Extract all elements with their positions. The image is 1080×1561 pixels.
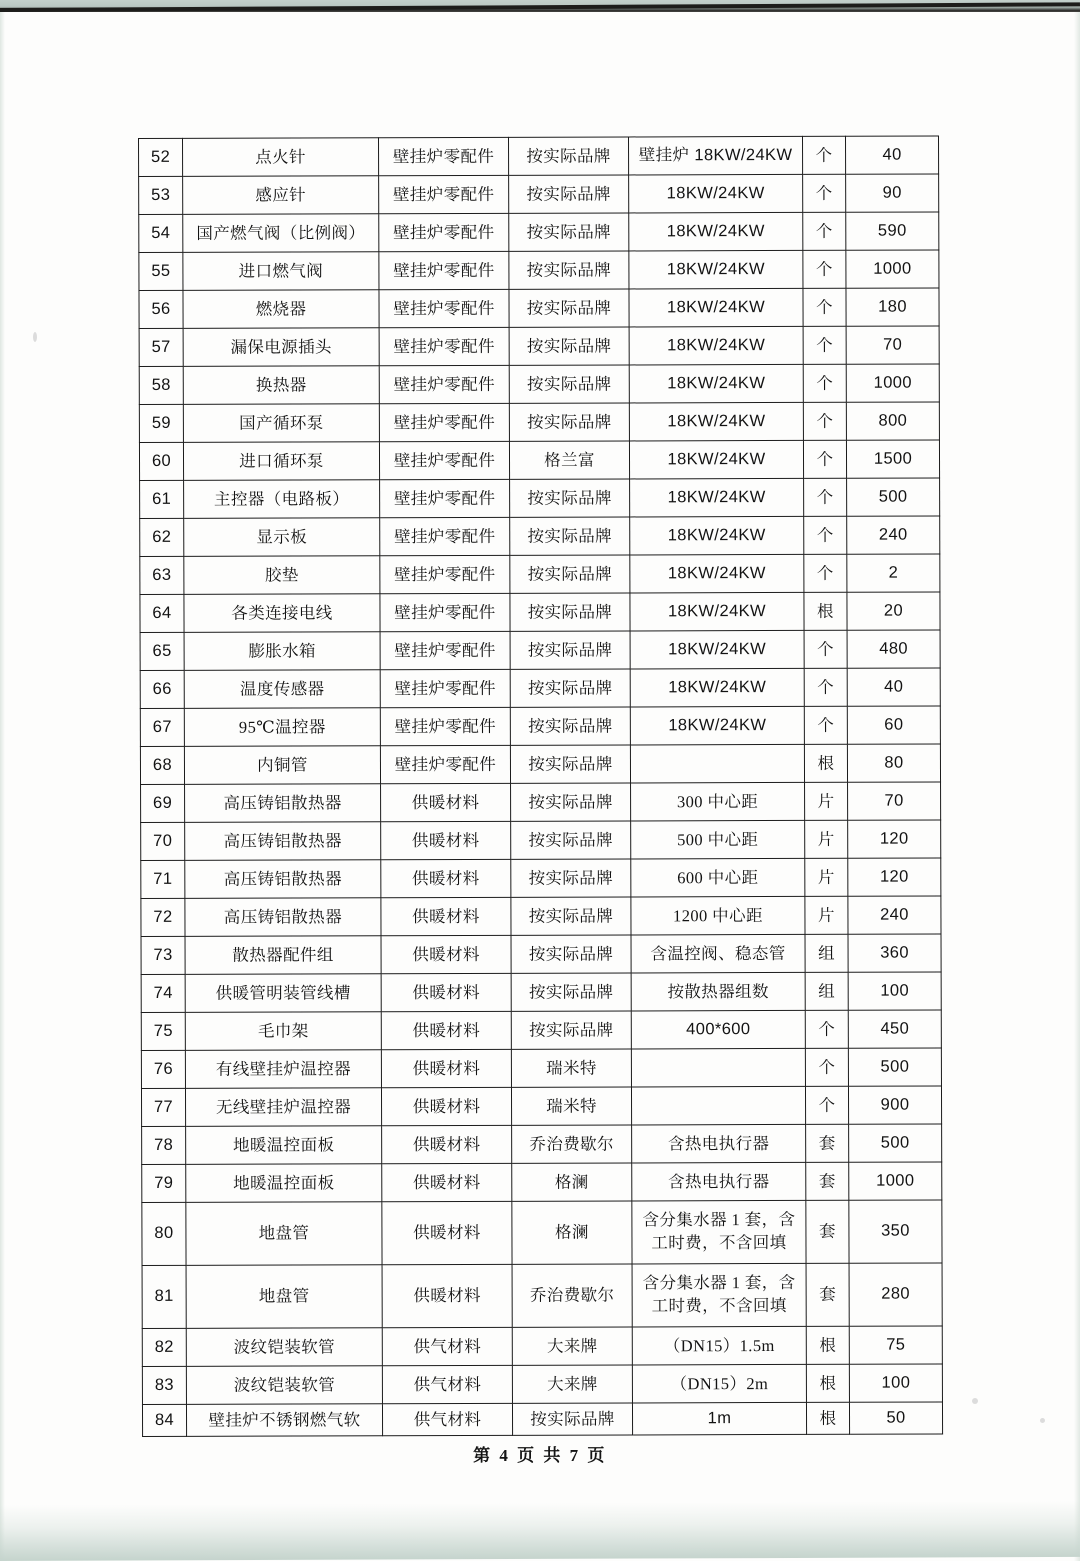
cell-item-no: 63 [140, 556, 184, 594]
cell-price: 280 [849, 1263, 942, 1326]
cell-price: 900 [848, 1086, 941, 1124]
cell-unit: 个 [804, 706, 847, 744]
cell-category: 供暖材料 [381, 973, 511, 1011]
cell-unit: 个 [803, 364, 846, 402]
cell-price: 75 [849, 1326, 942, 1364]
cell-item-no: 69 [141, 784, 185, 822]
cell-category: 壁挂炉零配件 [379, 403, 509, 441]
cell-category: 供暖材料 [381, 935, 511, 973]
cell-item-name: 各类连接电线 [184, 594, 380, 633]
cell-spec [631, 1048, 805, 1087]
cell-item-no: 80 [142, 1202, 186, 1265]
cell-spec: 含温控阀、稳态管 [631, 934, 805, 973]
table-row [140, 478, 940, 519]
cell-item-name: 感应针 [183, 176, 379, 215]
cell-item-no: 57 [139, 328, 183, 366]
cell-item-no: 54 [139, 214, 183, 252]
cell-spec: 500 中心距 [631, 820, 805, 859]
cell-item-name: 壁挂炉不锈钢燃气软 [186, 1404, 382, 1437]
cell-price: 40 [845, 136, 938, 174]
table-row [141, 972, 941, 1013]
paper-right-edge-shadow [1074, 12, 1080, 1561]
cell-brand: 按实际品牌 [510, 555, 630, 593]
cell-spec: 1m [632, 1402, 806, 1435]
cell-category: 供暖材料 [381, 1049, 511, 1087]
cell-brand: 按实际品牌 [510, 669, 630, 707]
cell-spec: 18KW/24KW [629, 212, 803, 251]
cell-unit: 个 [802, 136, 845, 174]
cell-unit: 个 [804, 668, 847, 706]
cell-price: 350 [849, 1200, 942, 1263]
cell-price: 1500 [846, 440, 939, 478]
cell-spec: 含热电执行器 [632, 1124, 806, 1163]
cell-brand: 按实际品牌 [509, 289, 629, 327]
cell-item-no: 65 [140, 632, 184, 670]
cell-item-no: 55 [139, 252, 183, 290]
cell-category: 壁挂炉零配件 [379, 327, 509, 365]
cell-brand: 按实际品牌 [509, 213, 629, 251]
cell-brand: 格兰富 [509, 441, 629, 479]
cell-brand: 按实际品牌 [511, 897, 631, 935]
table-row [142, 1402, 942, 1437]
cell-category: 壁挂炉零配件 [380, 555, 510, 593]
table-row [142, 1162, 942, 1203]
table-row [141, 820, 941, 861]
price-list-table-container [138, 135, 942, 1437]
cell-item-name: 95℃温控器 [184, 708, 380, 747]
table-row [142, 1200, 942, 1266]
table-row [142, 1364, 942, 1405]
cell-brand: 按实际品牌 [509, 175, 629, 213]
table-row [139, 212, 939, 253]
cell-unit: 根 [806, 1402, 849, 1434]
cell-item-no: 82 [142, 1328, 186, 1366]
cell-unit: 套 [806, 1162, 849, 1200]
cell-spec: 含热电执行器 [632, 1162, 806, 1201]
cell-spec: 18KW/24KW [629, 440, 803, 479]
table-body [139, 136, 943, 1437]
scanner-bottom-edge [0, 1501, 1080, 1561]
cell-item-no: 81 [142, 1265, 186, 1328]
table-row [141, 782, 941, 823]
cell-brand: 按实际品牌 [511, 973, 631, 1011]
cell-spec: 18KW/24KW [629, 326, 803, 365]
cell-brand: 按实际品牌 [510, 745, 630, 783]
cell-price: 70 [846, 326, 939, 364]
cell-item-no: 74 [141, 974, 185, 1012]
cell-unit: 个 [803, 440, 846, 478]
cell-category: 壁挂炉零配件 [380, 707, 510, 745]
cell-spec: （DN15）1.5m [632, 1326, 806, 1365]
cell-item-no: 72 [141, 898, 185, 936]
cell-category: 壁挂炉零配件 [379, 441, 509, 479]
cell-item-no: 68 [140, 746, 184, 784]
cell-item-no: 78 [142, 1126, 186, 1164]
cell-unit: 个 [803, 288, 846, 326]
cell-unit: 个 [804, 630, 847, 668]
cell-spec: 400*600 [631, 1010, 805, 1049]
cell-unit: 组 [805, 934, 848, 972]
cell-unit: 个 [803, 402, 846, 440]
cell-unit: 个 [803, 326, 846, 364]
cell-price: 590 [846, 212, 939, 250]
cell-price: 100 [849, 1364, 942, 1402]
cell-price: 500 [849, 1124, 942, 1162]
table-row [139, 326, 939, 367]
cell-item-name: 温度传感器 [184, 670, 380, 709]
cell-item-name: 高压铸铝散热器 [185, 784, 381, 823]
cell-spec: 壁挂炉 18KW/24KW [628, 136, 802, 175]
cell-brand: 格澜 [512, 1163, 632, 1201]
cell-spec-line1: 含分集水器 1 套，含 [642, 1273, 796, 1293]
table-row [141, 1086, 941, 1127]
cell-category: 壁挂炉零配件 [380, 669, 510, 707]
cell-item-name: 国产循环泵 [183, 404, 379, 443]
cell-price: 360 [848, 934, 941, 972]
cell-unit: 个 [803, 174, 846, 212]
cell-category: 供暖材料 [381, 783, 511, 821]
cell-brand: 按实际品牌 [509, 251, 629, 289]
cell-item-no: 76 [141, 1050, 185, 1088]
cell-brand: 按实际品牌 [510, 479, 630, 517]
cell-category: 供暖材料 [381, 821, 511, 859]
cell-spec: 18KW/24KW [630, 630, 804, 669]
cell-item-name: 毛巾架 [185, 1012, 381, 1051]
scan-speckle [33, 332, 37, 342]
cell-brand: 大来牌 [512, 1365, 632, 1403]
cell-price: 1000 [846, 250, 939, 288]
cell-unit: 根 [804, 744, 847, 782]
cell-category: 供暖材料 [382, 1264, 512, 1327]
paper-left-edge-shadow [0, 12, 5, 1561]
cell-brand: 按实际品牌 [511, 859, 631, 897]
cell-unit: 套 [806, 1200, 849, 1263]
cell-item-no: 75 [141, 1012, 185, 1050]
cell-item-no: 70 [141, 822, 185, 860]
cell-item-name: 波纹铠装软管 [186, 1366, 382, 1405]
cell-item-no: 56 [139, 290, 183, 328]
cell-item-name: 供暖管明装管线槽 [185, 974, 381, 1013]
cell-price: 500 [847, 478, 940, 516]
cell-price: 480 [847, 630, 940, 668]
cell-price: 100 [848, 972, 941, 1010]
cell-unit: 个 [803, 250, 846, 288]
cell-item-no: 84 [142, 1404, 186, 1436]
cell-item-name: 进口循环泵 [183, 442, 379, 481]
cell-item-no: 53 [139, 176, 183, 214]
table-row [140, 706, 940, 747]
cell-category: 供气材料 [382, 1365, 512, 1403]
cell-price: 120 [848, 858, 941, 896]
cell-price: 2 [847, 554, 940, 592]
table-row [140, 668, 940, 709]
cell-brand: 按实际品牌 [508, 137, 628, 175]
cell-category: 壁挂炉零配件 [379, 213, 509, 251]
cell-price: 120 [848, 820, 941, 858]
cell-item-name: 高压铸铝散热器 [185, 822, 381, 861]
cell-unit: 个 [805, 1010, 848, 1048]
cell-unit: 片 [805, 896, 848, 934]
cell-brand: 瑞米特 [511, 1049, 631, 1087]
cell-spec: 300 中心距 [631, 782, 805, 821]
cell-item-name: 膨胀水箱 [184, 632, 380, 671]
cell-spec-line1: 含分集水器 1 套，含 [642, 1210, 796, 1230]
table-row [140, 744, 940, 785]
cell-brand: 按实际品牌 [509, 327, 629, 365]
table-row [141, 896, 941, 937]
cell-spec: 600 中心距 [631, 858, 805, 897]
cell-brand: 按实际品牌 [511, 935, 631, 973]
cell-brand: 按实际品牌 [511, 783, 631, 821]
cell-item-name: 点火针 [183, 138, 379, 177]
table-row [139, 288, 939, 329]
cell-spec: 18KW/24KW [630, 706, 804, 745]
cell-price: 800 [846, 402, 939, 440]
cell-spec [632, 1200, 806, 1264]
cell-brand: 瑞米特 [511, 1087, 631, 1125]
cell-spec: 18KW/24KW [630, 554, 804, 593]
cell-price: 60 [847, 706, 940, 744]
cell-item-name: 散热器配件组 [185, 936, 381, 975]
cell-item-no: 66 [140, 670, 184, 708]
cell-category: 壁挂炉零配件 [379, 175, 509, 213]
cell-spec: 18KW/24KW [629, 364, 803, 403]
cell-spec [630, 744, 804, 783]
cell-category: 供暖材料 [381, 1011, 511, 1049]
cell-brand: 乔治费歇尔 [512, 1125, 632, 1163]
table-row [139, 440, 939, 481]
table-row [141, 934, 941, 975]
cell-item-no: 73 [141, 936, 185, 974]
cell-brand: 按实际品牌 [510, 593, 630, 631]
cell-brand: 按实际品牌 [511, 821, 631, 859]
cell-price: 1000 [849, 1162, 942, 1200]
cell-item-no: 61 [140, 480, 184, 518]
cell-price: 450 [848, 1010, 941, 1048]
cell-unit: 根 [804, 592, 847, 630]
cell-item-no: 62 [140, 518, 184, 556]
cell-category: 供气材料 [382, 1403, 512, 1435]
cell-spec: 18KW/24KW [629, 402, 803, 441]
cell-item-no: 58 [139, 366, 183, 404]
cell-brand: 按实际品牌 [512, 1403, 632, 1435]
cell-brand: 按实际品牌 [509, 403, 629, 441]
cell-brand: 按实际品牌 [510, 517, 630, 555]
table-row [140, 554, 940, 595]
cell-brand: 按实际品牌 [511, 1011, 631, 1049]
cell-item-name: 进口燃气阀 [183, 252, 379, 291]
cell-category: 供暖材料 [382, 1125, 512, 1163]
cell-unit: 组 [805, 972, 848, 1010]
cell-item-no: 52 [139, 138, 183, 176]
cell-spec: 18KW/24KW [630, 516, 804, 555]
cell-item-no: 67 [140, 708, 184, 746]
cell-item-name: 波纹铠装软管 [186, 1328, 382, 1367]
cell-unit: 个 [804, 478, 847, 516]
cell-category: 供暖材料 [381, 859, 511, 897]
cell-item-name: 显示板 [184, 518, 380, 557]
cell-item-name: 高压铸铝散热器 [185, 898, 381, 937]
cell-brand: 按实际品牌 [509, 365, 629, 403]
cell-unit: 套 [806, 1263, 849, 1326]
cell-item-no: 71 [141, 860, 185, 898]
cell-price: 70 [848, 782, 941, 820]
cell-item-no: 64 [140, 594, 184, 632]
cell-price: 240 [848, 896, 941, 934]
cell-price: 90 [846, 174, 939, 212]
cell-item-no: 59 [139, 404, 183, 442]
cell-item-name: 漏保电源插头 [183, 328, 379, 367]
cell-spec-line2: 工时费，不含回填 [651, 1295, 787, 1316]
cell-spec: 1200 中心距 [631, 896, 805, 935]
table-row [141, 1010, 941, 1051]
cell-category: 壁挂炉零配件 [380, 631, 510, 669]
table-row [141, 858, 941, 899]
cell-item-no: 77 [141, 1088, 185, 1126]
table-row [142, 1263, 942, 1329]
cell-item-name: 换热器 [183, 366, 379, 405]
cell-spec: 18KW/24KW [629, 288, 803, 327]
cell-spec: 18KW/24KW [630, 478, 804, 517]
cell-unit: 个 [805, 1048, 848, 1086]
table-row [140, 516, 940, 557]
cell-spec: （DN15）2m [632, 1364, 806, 1403]
cell-item-name: 地暖温控面板 [186, 1164, 382, 1203]
cell-item-name: 燃烧器 [183, 290, 379, 329]
cell-unit: 套 [806, 1124, 849, 1162]
scan-speckle [1040, 1418, 1045, 1423]
cell-category: 壁挂炉零配件 [379, 251, 509, 289]
cell-item-name: 高压铸铝散热器 [185, 860, 381, 899]
cell-category: 壁挂炉零配件 [380, 479, 510, 517]
table-row [139, 250, 939, 291]
cell-spec: 18KW/24KW [630, 668, 804, 707]
cell-category: 壁挂炉零配件 [380, 745, 510, 783]
cell-brand: 格澜 [512, 1201, 632, 1264]
table-row [141, 1048, 941, 1089]
cell-spec [632, 1263, 806, 1327]
cell-price: 240 [847, 516, 940, 554]
cell-spec: 18KW/24KW [630, 592, 804, 631]
table-row [139, 174, 939, 215]
cell-category: 壁挂炉零配件 [379, 289, 509, 327]
cell-price: 500 [848, 1048, 941, 1086]
cell-unit: 片 [805, 820, 848, 858]
cell-category: 壁挂炉零配件 [380, 593, 510, 631]
cell-item-no: 79 [142, 1164, 186, 1202]
table-row [142, 1326, 942, 1367]
cell-price: 20 [847, 592, 940, 630]
cell-item-name: 胶垫 [184, 556, 380, 595]
cell-category: 供暖材料 [382, 1201, 512, 1264]
cell-price: 50 [849, 1402, 942, 1434]
cell-category: 壁挂炉零配件 [379, 137, 509, 175]
table-row [140, 630, 940, 671]
table-row [139, 136, 939, 177]
cell-item-name: 地盘管 [186, 1202, 382, 1266]
cell-item-no: 60 [139, 442, 183, 480]
cell-unit: 个 [805, 1086, 848, 1124]
cell-spec: 按散热器组数 [631, 972, 805, 1011]
cell-item-name: 内铜管 [184, 746, 380, 785]
table-row [142, 1124, 942, 1165]
cell-unit: 个 [804, 554, 847, 592]
cell-spec: 18KW/24KW [629, 174, 803, 213]
price-list-table [138, 135, 943, 1437]
cell-unit: 根 [806, 1364, 849, 1402]
cell-category: 壁挂炉零配件 [379, 365, 509, 403]
table-row [139, 364, 939, 405]
cell-item-name: 地暖温控面板 [186, 1126, 382, 1165]
table-row [139, 402, 939, 443]
cell-unit: 个 [804, 516, 847, 554]
cell-item-name: 无线壁挂炉温控器 [185, 1088, 381, 1127]
cell-brand: 大来牌 [512, 1327, 632, 1365]
cell-brand: 按实际品牌 [510, 707, 630, 745]
cell-price: 180 [846, 288, 939, 326]
cell-category: 供暖材料 [381, 1087, 511, 1125]
cell-price: 80 [847, 744, 940, 782]
cell-item-name: 地盘管 [186, 1265, 382, 1329]
cell-spec-line2: 工时费，不含回填 [651, 1232, 787, 1253]
cell-spec [631, 1086, 805, 1125]
cell-item-name: 主控器（电路板） [184, 480, 380, 519]
cell-item-name: 有线壁挂炉温控器 [185, 1050, 381, 1089]
cell-price: 40 [847, 668, 940, 706]
scan-speckle [972, 1398, 978, 1404]
cell-brand: 乔治费歇尔 [512, 1264, 632, 1327]
cell-category: 供暖材料 [381, 897, 511, 935]
cell-category: 供气材料 [382, 1327, 512, 1365]
cell-unit: 片 [805, 782, 848, 820]
cell-category: 供暖材料 [382, 1163, 512, 1201]
cell-brand: 按实际品牌 [510, 631, 630, 669]
cell-item-no: 83 [142, 1366, 186, 1404]
cell-item-name: 国产燃气阀（比例阀） [183, 214, 379, 253]
cell-category: 壁挂炉零配件 [380, 517, 510, 555]
cell-unit: 根 [806, 1326, 849, 1364]
cell-unit: 个 [803, 212, 846, 250]
cell-unit: 片 [805, 858, 848, 896]
cell-spec: 18KW/24KW [629, 250, 803, 289]
table-row [140, 592, 940, 633]
page-footer: 第 4 页 共 7 页 [473, 1446, 607, 1465]
cell-price: 1000 [846, 364, 939, 402]
